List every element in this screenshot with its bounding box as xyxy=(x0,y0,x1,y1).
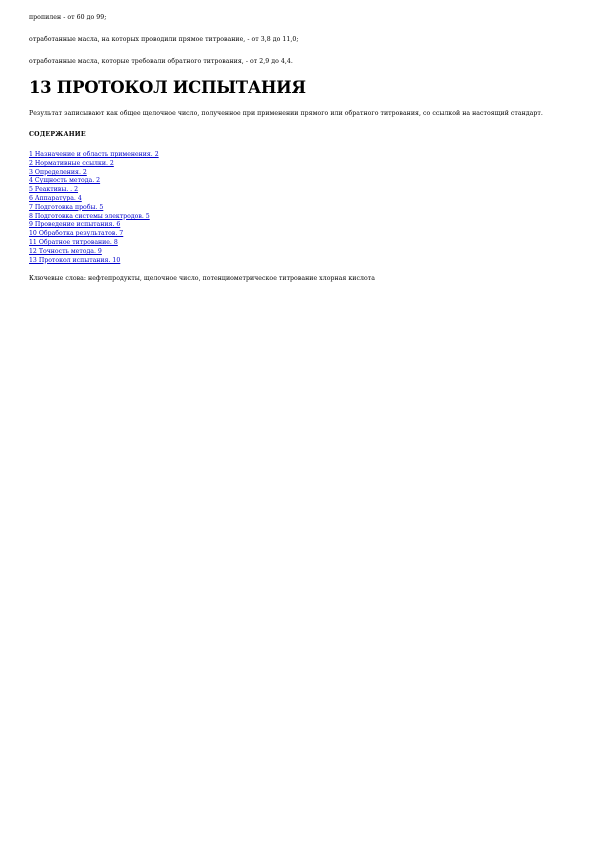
toc-link-6[interactable]: 6 Аппаратура. 4 xyxy=(29,194,82,202)
section-text: Результат записывают как общее щелочное число, полученное при применении прямого или обратного титрования, со ссылкой на настоящий стандарт. xyxy=(29,110,543,117)
toc-link-10[interactable]: 10 Обработка результатов. 7 xyxy=(29,230,124,238)
toc-item xyxy=(29,257,574,266)
keywords-line: Ключевые слова: нефтепродукты, щелочное число, потенциометрическое титрование хлорная кислота xyxy=(29,275,375,283)
toc-item xyxy=(29,221,574,230)
toc-item xyxy=(29,213,574,222)
toc-item xyxy=(29,248,574,257)
toc-item xyxy=(29,204,574,213)
paragraph-range-2: отработанные масла, на которых проводили прямое титрование, - от 3,8 до 11,0; xyxy=(29,36,299,43)
paragraph-range-1: пропилен - от 60 до 99; xyxy=(29,14,107,21)
toc-link-7[interactable]: 7 Подготовка пробы. 5 xyxy=(29,203,104,211)
toc-link-1[interactable]: 1 Назначение и область применения. 2 xyxy=(29,151,159,158)
toc-link-2[interactable]: 2 Нормативные ссылки. 2 xyxy=(29,159,114,167)
toc-item xyxy=(29,230,574,239)
toc-item xyxy=(29,239,574,248)
toc-link-9[interactable]: 9 Проведение испытания. 6 xyxy=(29,221,121,229)
toc-item xyxy=(29,151,574,160)
toc-item xyxy=(29,195,574,204)
paragraph-range-3: отработанные масла, которые требовали обратного титрования, - от 2,9 до 4,4. xyxy=(29,58,293,65)
document-page xyxy=(29,14,574,283)
table-of-contents xyxy=(29,151,574,265)
contents-title: СОДЕРЖАНИЕ xyxy=(29,131,86,138)
toc-link-13[interactable]: 13 Протокол испытания. 10 xyxy=(29,256,121,264)
toc-item xyxy=(29,186,574,195)
toc-link-8[interactable]: 8 Подготовка системы электродов. 5 xyxy=(29,212,150,220)
toc-item xyxy=(29,169,574,178)
toc-link-3[interactable]: 3 Определения. 2 xyxy=(29,168,87,176)
section-heading: 13 ПРОТОКОЛ ИСПЫТАНИЯ xyxy=(29,78,306,97)
toc-link-5[interactable]: 5 Реактивы. . 2 xyxy=(29,186,79,194)
toc-link-11[interactable]: 11 Обратное титрование. 8 xyxy=(29,238,118,246)
toc-item xyxy=(29,160,574,169)
toc-link-4[interactable]: 4 Сущность метода. 2 xyxy=(29,177,101,185)
toc-link-12[interactable]: 12 Точность метода. 9 xyxy=(29,247,102,255)
toc-item xyxy=(29,177,574,186)
